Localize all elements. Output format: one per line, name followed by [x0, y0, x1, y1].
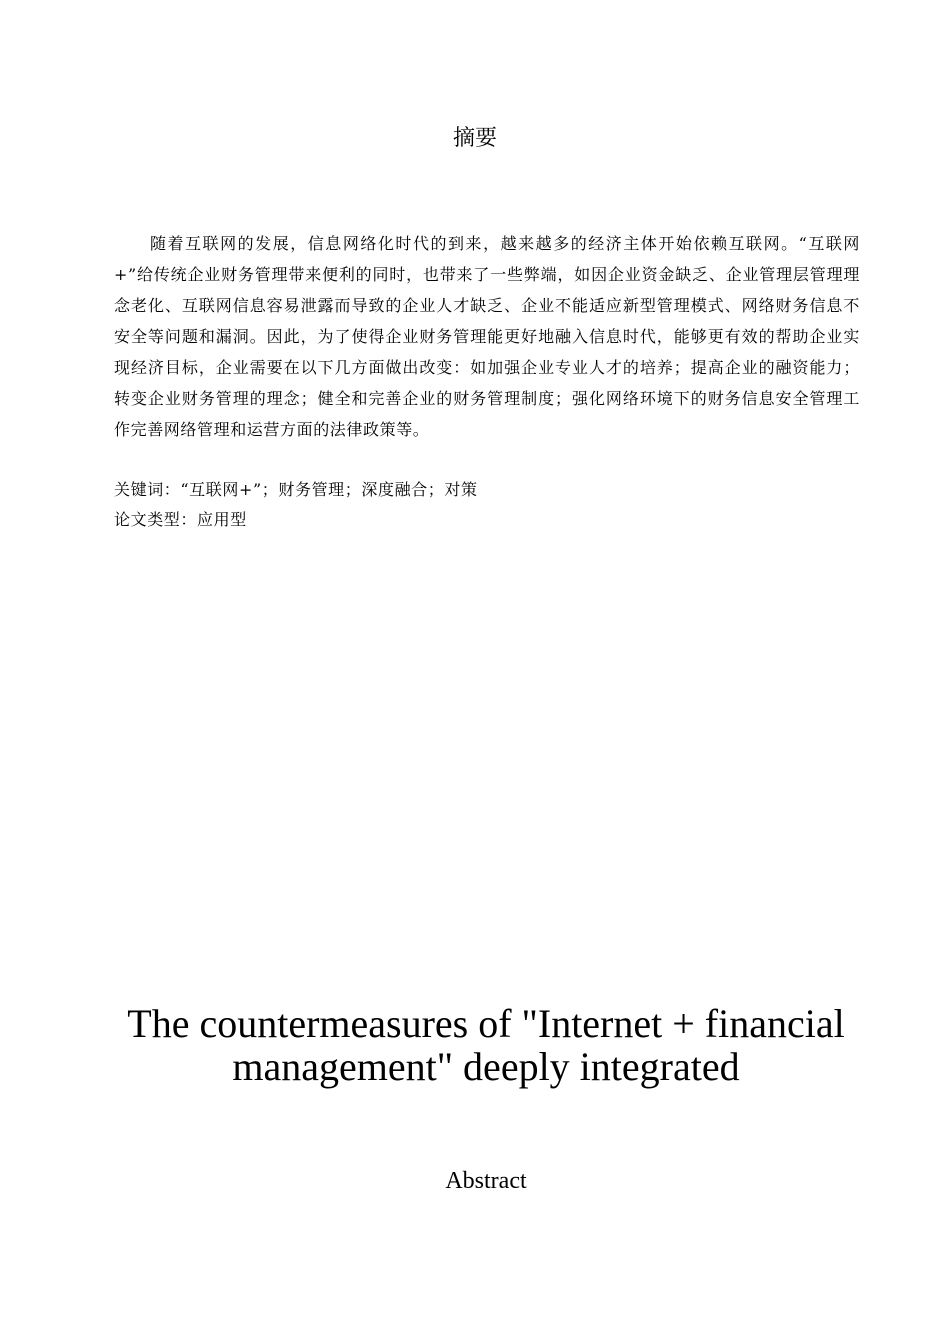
english-thesis-title: The countermeasures of "Internet + financial management" deeply integrated — [127, 1001, 845, 1089]
chinese-abstract-title: 摘要 — [452, 126, 497, 151]
keywords-line: 关键词：“互联网+”；财务管理；深度融合；对策 — [114, 480, 478, 499]
english-abstract-heading: Abstract — [445, 1168, 527, 1194]
thesis-type-line: 论文类型：应用型 — [114, 510, 247, 529]
chinese-abstract-body: 随着互联网的发展，信息网络化时代的到来，越来越多的经济主体开始依赖互联网。“互联网+”给传统企业财务管理带来便利的同时，也带来了一些弊端，如因企业资金缺乏、企业管理层管理理念老化、互联网信息容易泄露而导致的企业人才缺乏、企业不能适应新型管理模式、网络财务信息不安全等问题和漏洞。因此，为了使得企业财务管理能更好地融入信息时代，能够更有效的帮助企业实现经济目标，企业需要在以下几方面做出改变：如加强企业专业人才的培养；提高企业的融资能力；转变企业财务管理的理念；健全和完善企业的财务管理制度；强化网络环境下的财务信息安全管理工作完善网络管理和运营方面的法律政策等。 — [114, 234, 860, 439]
